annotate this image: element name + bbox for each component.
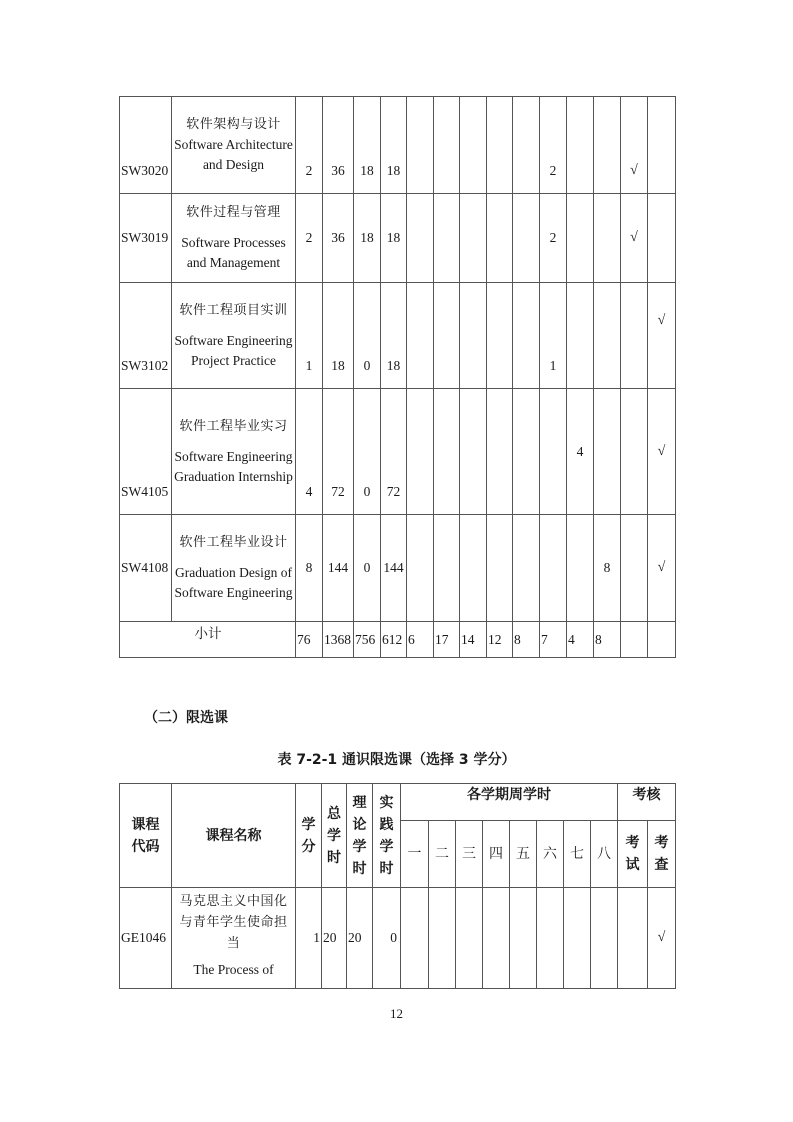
course-name-en: Graduation Design of Software Engineering xyxy=(174,565,293,600)
course-name-cell xyxy=(172,283,296,389)
course-code: SW3102 xyxy=(120,283,172,389)
credits: 1 xyxy=(296,283,323,389)
course-name-en: Software Architecture and Design xyxy=(174,137,293,172)
subtotal-semester-5: 8 xyxy=(513,622,540,658)
check-mark: √ xyxy=(648,283,676,389)
page-number: 12 xyxy=(390,1006,403,1021)
credits: 2 xyxy=(296,194,323,283)
semester-8-hours xyxy=(594,194,621,283)
semester-1-hours xyxy=(407,283,434,389)
semester-6-hours: 2 xyxy=(540,97,567,194)
course-code: GE1046 xyxy=(120,888,172,989)
header-code: 课程代码 xyxy=(120,784,172,888)
total-hours: 72 xyxy=(323,389,354,515)
course-name-cell xyxy=(172,515,296,622)
semester-2-hours xyxy=(434,515,460,622)
practice-hours: 144 xyxy=(381,515,407,622)
header-theory-hours: 理论学时 xyxy=(347,784,373,888)
semester-3-hours xyxy=(460,194,487,283)
subtotal-semester-8: 8 xyxy=(594,622,621,658)
semester-2-hours xyxy=(434,283,460,389)
semester-4-hours xyxy=(487,283,513,389)
semester-3-hours xyxy=(460,283,487,389)
check-mark: √ xyxy=(648,389,676,515)
course-name-cell xyxy=(172,389,296,515)
course-name-zh: 软件工程毕业实习 xyxy=(179,418,288,434)
subtotal-semester-3: 14 xyxy=(460,622,487,658)
semester-2-hours xyxy=(429,888,456,989)
semester-7-hours xyxy=(567,194,594,283)
header-semester-2: 二 xyxy=(429,821,456,888)
exam-mark xyxy=(621,389,648,515)
subtotal-semester-1: 6 xyxy=(407,622,434,658)
semester-3-hours xyxy=(460,389,487,515)
header-semester-1: 一 xyxy=(401,821,429,888)
semester-5-hours xyxy=(513,194,540,283)
table-row xyxy=(120,389,676,515)
semester-7-hours xyxy=(567,283,594,389)
semester-7-hours: 4 xyxy=(567,389,594,515)
semester-6-hours xyxy=(540,389,567,515)
semester-5-hours xyxy=(513,283,540,389)
table-row xyxy=(120,194,676,283)
total-hours: 18 xyxy=(323,283,354,389)
theory-hours: 0 xyxy=(354,389,381,515)
semester-6-hours xyxy=(540,515,567,622)
semester-5-hours xyxy=(513,515,540,622)
semester-3-hours xyxy=(460,97,487,194)
total-hours: 20 xyxy=(322,888,347,989)
total-hours: 36 xyxy=(323,194,354,283)
header-credits: 学分 xyxy=(296,784,322,888)
semester-2-hours xyxy=(434,194,460,283)
header-assessment-group: 考核 xyxy=(618,784,676,821)
theory-hours: 20 xyxy=(347,888,373,989)
header-semester-8: 八 xyxy=(591,821,618,888)
semester-5-hours xyxy=(513,97,540,194)
semester-5-hours xyxy=(510,888,537,989)
header-practice-hours: 实践学时 xyxy=(373,784,401,888)
theory-hours: 18 xyxy=(354,194,381,283)
table-row xyxy=(120,283,676,389)
total-hours: 36 xyxy=(323,97,354,194)
table-caption: 表 7-2-1 通识限选课（选择 3 学分） xyxy=(277,752,516,768)
credits: 1 xyxy=(296,888,322,989)
course-name-zh: 软件工程毕业设计 xyxy=(179,535,288,550)
subtotal-label: 小计 xyxy=(120,622,296,658)
course-name-cell xyxy=(172,194,296,283)
subtotal-theory-hours: 756 xyxy=(354,622,381,658)
semester-4-hours xyxy=(487,389,513,515)
subtotal-semester-4: 12 xyxy=(487,622,513,658)
header-semester-6: 六 xyxy=(537,821,564,888)
semester-6-hours xyxy=(537,888,564,989)
credits: 8 xyxy=(296,515,323,622)
header-semester-4: 四 xyxy=(483,821,510,888)
check-mark: √ xyxy=(648,515,676,622)
semester-8-hours xyxy=(594,283,621,389)
semester-2-hours xyxy=(434,97,460,194)
credits: 4 xyxy=(296,389,323,515)
course-name-en: Software Engineering Graduation Internship xyxy=(174,448,293,484)
semester-1-hours xyxy=(407,194,434,283)
subtotal-semester-2: 17 xyxy=(434,622,460,658)
elective-courses-table xyxy=(119,783,676,989)
semester-8-hours xyxy=(594,97,621,194)
course-code: SW3020 xyxy=(120,97,172,194)
practice-hours: 18 xyxy=(381,283,407,389)
header-semester-7: 七 xyxy=(564,821,591,888)
semester-1-hours xyxy=(407,97,434,194)
semester-4-hours xyxy=(487,515,513,622)
semester-1-hours xyxy=(407,389,434,515)
practice-hours: 72 xyxy=(381,389,407,515)
total-hours: 144 xyxy=(323,515,354,622)
check-mark xyxy=(648,97,676,194)
semester-3-hours xyxy=(456,888,483,989)
course-name-zh: 马克思主义中国化与青年学生使命担当 xyxy=(179,894,288,951)
header-check: 考查 xyxy=(648,821,676,888)
course-name-en: Software Engineering Project Practice xyxy=(174,332,293,368)
course-code: SW4108 xyxy=(120,515,172,622)
course-name-cell xyxy=(172,888,296,989)
course-code: SW4105 xyxy=(120,389,172,515)
table-row xyxy=(120,888,676,989)
semester-7-hours xyxy=(567,515,594,622)
check-mark xyxy=(648,194,676,283)
header-semester-group: 各学期周学时 xyxy=(401,784,618,821)
semester-4-hours xyxy=(483,888,510,989)
theory-hours: 0 xyxy=(354,283,381,389)
header-exam: 考试 xyxy=(618,821,648,888)
semester-1-hours xyxy=(407,515,434,622)
exam-mark xyxy=(621,283,648,389)
course-name-zh: 软件过程与管理 xyxy=(186,205,281,220)
subtotal-credits: 76 xyxy=(296,622,323,658)
check-mark: √ xyxy=(648,888,676,989)
semester-8-hours: 8 xyxy=(594,515,621,622)
semester-7-hours xyxy=(564,888,591,989)
course-name-en: The Process of xyxy=(193,962,274,977)
course-name-zh: 软件架构与设计 xyxy=(186,117,281,132)
practice-hours: 18 xyxy=(381,97,407,194)
subtotal-check xyxy=(648,622,676,658)
theory-hours: 18 xyxy=(354,97,381,194)
exam-mark xyxy=(621,515,648,622)
semester-1-hours xyxy=(401,888,429,989)
semester-8-hours xyxy=(594,389,621,515)
course-name-en: Software Processes and Management xyxy=(181,235,286,270)
semester-2-hours xyxy=(434,389,460,515)
header-name: 课程名称 xyxy=(172,784,296,888)
semester-6-hours: 2 xyxy=(540,194,567,283)
subtotal-row xyxy=(120,622,676,658)
subtotal-semester-6: 7 xyxy=(540,622,567,658)
semester-3-hours xyxy=(460,515,487,622)
practice-hours: 0 xyxy=(373,888,401,989)
credits: 2 xyxy=(296,97,323,194)
semester-8-hours xyxy=(591,888,618,989)
subtotal-total-hours: 1368 xyxy=(323,622,354,658)
semester-7-hours xyxy=(567,97,594,194)
section-heading: （二）限选课 xyxy=(144,710,228,726)
exam-mark: √ xyxy=(621,97,648,194)
exam-mark: √ xyxy=(621,194,648,283)
semester-6-hours: 1 xyxy=(540,283,567,389)
course-name-zh: 软件工程项目实训 xyxy=(179,302,288,318)
subtotal-exam xyxy=(621,622,648,658)
practice-hours: 18 xyxy=(381,194,407,283)
table-row xyxy=(120,515,676,622)
required-courses-table xyxy=(119,96,676,658)
header-semester-3: 三 xyxy=(456,821,483,888)
exam-mark xyxy=(618,888,648,989)
course-name-cell xyxy=(172,97,296,194)
subtotal-practice-hours: 612 xyxy=(381,622,407,658)
theory-hours: 0 xyxy=(354,515,381,622)
table-row xyxy=(120,97,676,194)
header-semester-5: 五 xyxy=(510,821,537,888)
semester-4-hours xyxy=(487,97,513,194)
header-total-hours: 总学时 xyxy=(322,784,347,888)
course-code: SW3019 xyxy=(120,194,172,283)
subtotal-semester-7: 4 xyxy=(567,622,594,658)
semester-4-hours xyxy=(487,194,513,283)
semester-5-hours xyxy=(513,389,540,515)
